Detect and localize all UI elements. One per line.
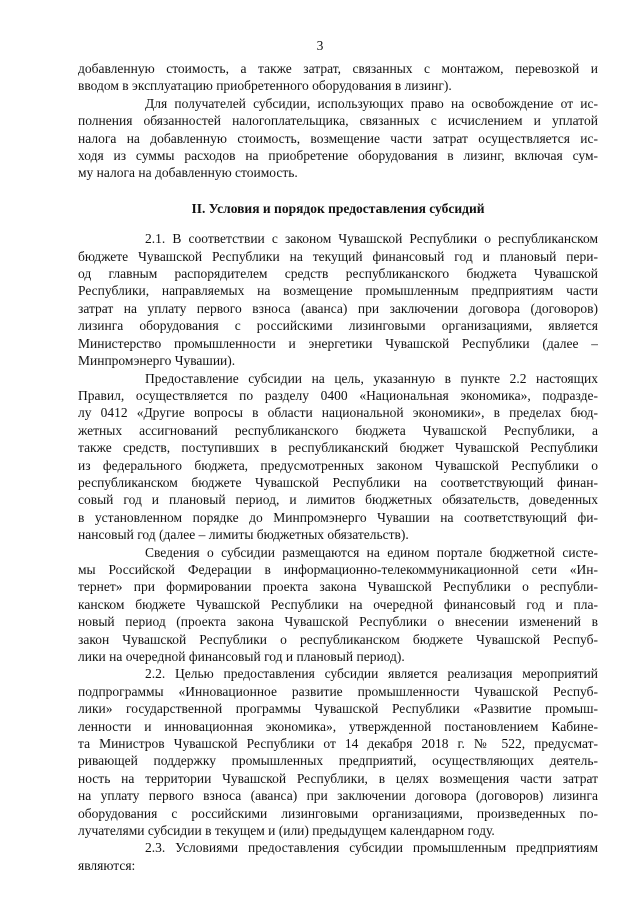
text-line: му налога на добавленную стоимость.: [78, 165, 298, 181]
text-line: добавленную стоимость, а также затрат, связанных с монтажом, перевозкой и: [78, 61, 598, 76]
text-line: мы Российской Федерации в информационно-телекоммуникационной сети «Ин-: [78, 561, 598, 577]
paragraph: [78, 544, 598, 666]
text-line: лизинга оборудования с российскими лизинговыми организациями, является: [78, 318, 598, 334]
paragraph: [78, 370, 598, 544]
text-line: 2.1. В соответствии с законом Чувашской Республики о республиканском: [145, 231, 598, 247]
text-line: новый период (проекта закона Чувашской Республики о внесении изменений в: [78, 614, 598, 630]
text-line: лики» государственной программы Чувашской Республики «Развитие промыш-: [78, 701, 598, 717]
text-line: налога на добавленную стоимость, возмещение части затрат осуществляется ис-: [78, 130, 598, 146]
text-line: в установленном порядке до Минпромэнерго Чувашии на соответствующий фи-: [78, 509, 598, 525]
text-line: лу 0412 «Другие вопросы в области национальной экономики», в пределах бюд-: [78, 405, 598, 421]
text-line: затрат на уплату первого взноса (аванса) при заключении договора (договоров): [78, 300, 598, 316]
page-number: 3: [316, 38, 324, 53]
text-line: Министерство промышленности и энергетики Чувашской Республики (далее –: [78, 335, 598, 351]
text-line: лики на очередной финансовый год и плановый период).: [78, 649, 405, 664]
text-line: Республики, направляемых на возмещение промышленным предприятиям части: [78, 283, 598, 299]
text-line: ривающей поддержку промышленных предприятий, осуществляющих деятель-: [78, 753, 598, 769]
text-line: канском бюджете Чувашской Республики на очередной финансовый год и пла-: [78, 596, 598, 612]
text-line: Для получателей субсидии, использующих право на освобождение от ис-: [145, 95, 598, 111]
text-line: из федерального бюджета, предусмотренных законом Чувашской Республики о: [78, 457, 598, 473]
text-line: совый год и плановый период, и лимитов бюджетных обязательств, доведенных: [78, 492, 598, 508]
text-line: оборудования с российскими лизинговыми организациями, произведенных по-: [78, 805, 598, 821]
text-line: закон Чувашской Республики о республиканском бюджете Чувашской Респуб-: [78, 631, 598, 647]
text-line: подпрограммы «Инновационное развитие промышленности Чувашской Респуб-: [78, 683, 598, 699]
text-line: вводом в эксплуатацию приобретенного оборудования в лизинг).: [78, 78, 452, 94]
paragraph: [78, 230, 598, 369]
text-line: полнения обязанностей налогоплательщика, связанных с исчислением и уплатой: [78, 113, 598, 129]
text-line: Предоставление субсидии на цель, указанную в пункте 2.2 настоящих: [145, 370, 598, 386]
text-line: ность на территории Чувашской Республики, в целях возмещения части затрат: [78, 770, 598, 786]
text-line: Минпромэнерго Чувашии).: [78, 353, 236, 369]
text-line: ходя из суммы расходов на приобретение оборудования в лизинг, включая сум-: [78, 148, 598, 164]
paragraph: [78, 839, 598, 874]
text-line: на уплату первого взноса (аванса) при заключении договора (договоров) лизинга: [78, 788, 598, 804]
text-line: Сведения о субсидии размещаются на едином портале бюджетной систе-: [145, 544, 598, 560]
text-line: ленности и инновационная экономика», утвержденной постановлением Кабине-: [78, 718, 598, 734]
text-line: бюджете Чувашской Республики на текущий финансовый год и плановый пери-: [78, 248, 598, 264]
document-body: [78, 60, 598, 874]
text-line: также средств, поступивших в республиканский бюджет Чувашской Республики: [78, 440, 598, 456]
paragraph: [78, 95, 598, 182]
text-line: лучателями субсидии в текущем и (или) предыдущем календарном году.: [78, 823, 495, 839]
text-line: тернет» при формировании проекта закона Чувашской Республики о республи-: [78, 579, 598, 595]
text-line: жетных ассигнований республиканского бюджета Чувашской Республики, а: [78, 422, 598, 438]
text-line: республиканском бюджете Чувашской Республики на соответствующий финан-: [78, 474, 598, 490]
text-line: 2.3. Условиями предоставления субсидии промышленным предприятиям: [145, 840, 598, 856]
text-line: нансовый год (далее – лимиты бюджетных обязательств).: [78, 527, 409, 543]
text-line: та Министров Чувашской Республики от 14 декабря 2018 г. № 522, предусмат-: [78, 736, 598, 752]
paragraph: [78, 60, 598, 95]
text-line: од главным распорядителем средств республиканского бюджета Чувашской: [78, 266, 598, 282]
section-heading: II. Условия и порядок предоставления субсидий: [191, 200, 485, 216]
paragraph: [78, 665, 598, 839]
text-line: 2.2. Целью предоставления субсидии является реализация мероприятий: [145, 666, 598, 682]
text-line: Правил, осуществляется по разделу 0400 «Национальная экономика», подразде-: [78, 387, 598, 403]
text-line: являются:: [78, 857, 136, 873]
